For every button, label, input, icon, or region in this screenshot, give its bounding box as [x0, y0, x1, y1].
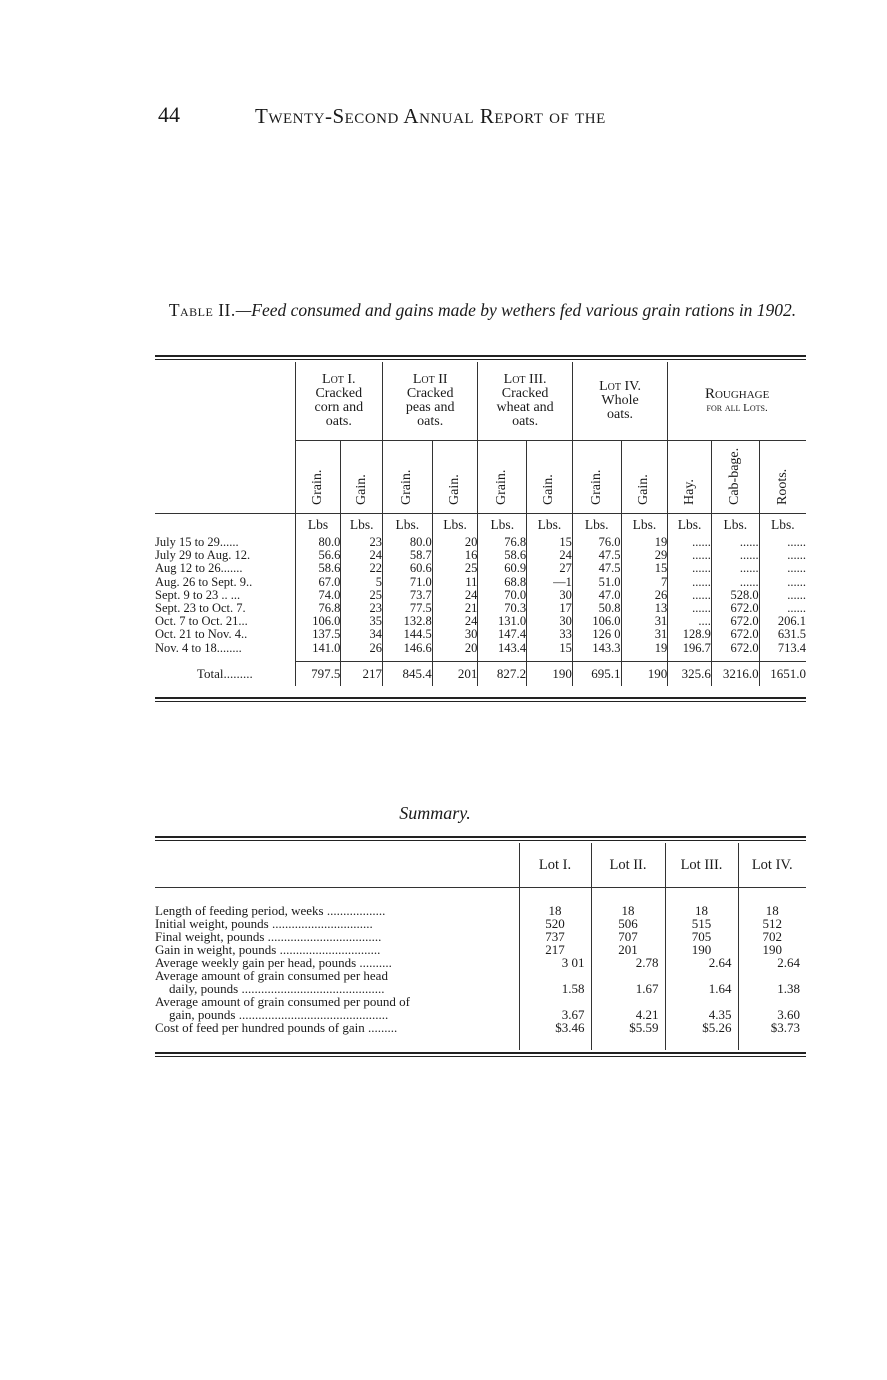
data-cell: 60.6 [382, 562, 432, 575]
group-desc: peas and [405, 400, 455, 415]
data-cell: 29 [621, 549, 668, 562]
data-cell: 147.4 [478, 628, 527, 641]
data-cell: 672.0 [711, 628, 759, 641]
summary-value: 2.64 [665, 956, 738, 969]
data-cell: 50.8 [572, 602, 621, 615]
unit-label: Lbs. [759, 514, 806, 537]
summary-value: $5.59 [591, 1021, 665, 1034]
data-cell: 25 [432, 562, 478, 575]
data-cell: 80.0 [382, 536, 432, 549]
data-cell: 70.3 [478, 602, 527, 615]
unit-label: Lbs. [668, 514, 712, 537]
data-cell: ...... [711, 549, 759, 562]
summary-value: 512 [738, 917, 806, 930]
group-desc: wheat and [496, 400, 554, 415]
summary-value: 190 [665, 943, 738, 956]
data-cell: ...... [668, 549, 712, 562]
total-cell: 190 [527, 661, 573, 686]
data-cell: 141.0 [295, 642, 341, 655]
summary-top-rule [155, 836, 806, 841]
data-cell: 47.5 [572, 549, 621, 562]
unit-label: Lbs. [478, 514, 527, 537]
summary-value: 2.78 [591, 956, 665, 969]
data-cell: 20 [432, 536, 478, 549]
summary-value: 18 [519, 904, 591, 917]
summary-value: 18 [665, 904, 738, 917]
subcolumn-header: Gain. [621, 441, 668, 514]
unit-label: Lbs. [711, 514, 759, 537]
summary-value: 18 [738, 904, 806, 917]
table-top-rule [155, 355, 806, 360]
data-cell: 146.6 [382, 642, 432, 655]
summary-value: 190 [738, 943, 806, 956]
data-cell: ...... [759, 602, 806, 615]
data-cell: ...... [759, 589, 806, 602]
data-cell: ...... [668, 536, 712, 549]
group-desc: oats. [417, 414, 444, 429]
total-cell: 827.2 [478, 661, 527, 686]
data-cell: ...... [668, 562, 712, 575]
unit-label: Lbs. [527, 514, 573, 537]
data-cell: 672.0 [711, 615, 759, 628]
row-label-header [155, 362, 295, 441]
data-cell: 35 [341, 615, 383, 628]
summary-column-header: Lot IV. [738, 843, 806, 888]
data-cell: 128.9 [668, 628, 712, 641]
subcolumn-header: Gain. [527, 441, 573, 514]
data-cell: 15 [621, 562, 668, 575]
data-cell: 30 [432, 628, 478, 641]
data-cell: 20 [432, 642, 478, 655]
data-cell: 76.8 [295, 602, 341, 615]
data-cell: 196.7 [668, 642, 712, 655]
total-cell: 201 [432, 661, 478, 686]
total-cell: 797.5 [295, 661, 341, 686]
data-cell: 11 [432, 576, 478, 589]
data-cell: 26 [341, 642, 383, 655]
data-cell: 60.9 [478, 562, 527, 575]
summary-value: 217 [519, 943, 591, 956]
data-cell: 528.0 [711, 589, 759, 602]
data-cell: 7 [621, 576, 668, 589]
group-desc: Cracked [406, 386, 454, 401]
total-cell: 1651.0 [759, 661, 806, 686]
total-label: Total......... [196, 665, 253, 681]
total-cell: 845.4 [382, 661, 432, 686]
summary-value: 702 [738, 930, 806, 943]
summary-label-line: Length of feeding period, weeks .................. [155, 903, 386, 918]
period-label: Oct. 7 to Oct. 21... [155, 614, 248, 629]
data-cell: 132.8 [382, 615, 432, 628]
period-label: Sept. 9 to 23 .. ... [155, 587, 241, 602]
data-cell: 25 [341, 589, 383, 602]
data-cell: 126 0 [572, 628, 621, 641]
subcolumn-header: Roots. [759, 441, 806, 514]
data-cell: 24 [432, 589, 478, 602]
data-cell: 31 [621, 628, 668, 641]
summary-column-header: Lot I. [519, 843, 591, 888]
data-cell: 33 [527, 628, 573, 641]
data-cell: ...... [759, 576, 806, 589]
summary-value: 1.64 [665, 969, 738, 995]
summary-label-line: Initial weight, pounds ............................... [155, 916, 373, 931]
summary-value: 201 [591, 943, 665, 956]
data-cell: 56.6 [295, 549, 341, 562]
subcolumn-header: Grain. [478, 441, 527, 514]
summary-label-header [155, 843, 519, 888]
summary-value: $3.73 [738, 1021, 806, 1034]
summary-label-line: Average weekly gain per head, pounds .......... [155, 955, 392, 970]
table-bottom-rule [155, 697, 806, 702]
data-cell: 672.0 [711, 642, 759, 655]
data-cell: 23 [341, 536, 383, 549]
summary-value: 520 [519, 917, 591, 930]
period-label: Oct. 21 to Nov. 4.. [155, 627, 248, 642]
data-cell: 15 [527, 536, 573, 549]
data-cell: 51.0 [572, 576, 621, 589]
summary-label-line: Average amount of grain consumed per pound of [155, 994, 410, 1009]
summary-value: 3 01 [519, 956, 591, 969]
subcolumn-header: Hay. [668, 441, 712, 514]
data-cell: 143.3 [572, 642, 621, 655]
group-title: Lot I. [322, 372, 356, 387]
data-cell: 24 [432, 615, 478, 628]
data-cell: 30 [527, 615, 573, 628]
group-header-lot-2 [382, 362, 477, 441]
data-cell: .... [668, 615, 712, 628]
table-label: Table II. [168, 300, 236, 320]
data-cell: 15 [527, 642, 573, 655]
unit-label: Lbs. [621, 514, 668, 537]
subcolumn-header: Gain. [432, 441, 478, 514]
data-cell: 77.5 [382, 602, 432, 615]
data-cell: 68.8 [478, 576, 527, 589]
group-title: Roughage [704, 386, 770, 402]
group-desc: Whole [601, 393, 639, 408]
data-cell: 713.4 [759, 642, 806, 655]
row-label-header [155, 441, 295, 514]
data-cell: 144.5 [382, 628, 432, 641]
subcolumn-header: Gain. [341, 441, 383, 514]
page-number: 44 [158, 102, 180, 127]
data-cell: 58.6 [478, 549, 527, 562]
group-title: Lot III. [503, 372, 547, 387]
data-cell: 22 [341, 562, 383, 575]
summary-label-line: Gain in weight, pounds ............................... [155, 942, 381, 957]
subcolumn-header: Grain. [572, 441, 621, 514]
data-cell: 47.5 [572, 562, 621, 575]
data-cell: 58.6 [295, 562, 341, 575]
summary-value: 705 [665, 930, 738, 943]
unit-label: Lbs. [341, 514, 383, 537]
summary-value: 4.35 [665, 995, 738, 1021]
group-desc: oats. [325, 414, 352, 429]
summary-label-line: gain, pounds .............................................. [169, 1007, 389, 1022]
data-cell: 80.0 [295, 536, 341, 549]
subcolumn-header: Cab-bage. [711, 441, 759, 514]
summary-title: Summary. [399, 803, 471, 823]
summary-row [155, 969, 806, 995]
data-cell: 16 [432, 549, 478, 562]
summary-bottom-rule [155, 1052, 806, 1057]
summary-row-label [155, 995, 519, 1021]
data-cell: ...... [668, 589, 712, 602]
data-cell: 24 [341, 549, 383, 562]
data-cell: 26 [621, 589, 668, 602]
summary-value: 3.60 [738, 995, 806, 1021]
data-cell: ...... [711, 562, 759, 575]
period-label: Aug 12 to 26....... [155, 561, 243, 576]
data-cell: 206.1 [759, 615, 806, 628]
summary-value: 3.67 [519, 995, 591, 1021]
unit-label: Lbs. [382, 514, 432, 537]
data-cell: ...... [711, 536, 759, 549]
total-row [155, 661, 806, 686]
group-header-lot-3 [478, 362, 572, 441]
period-label: Nov. 4 to 18........ [155, 640, 242, 655]
data-cell: 73.7 [382, 589, 432, 602]
summary-row-label [155, 969, 519, 995]
summary-column-header: Lot III. [665, 843, 738, 888]
total-cell: 695.1 [572, 661, 621, 686]
data-cell: 19 [621, 536, 668, 549]
data-cell: 70.0 [478, 589, 527, 602]
group-title: Lot II [412, 372, 448, 387]
data-cell: 31 [621, 615, 668, 628]
data-cell: 131.0 [478, 615, 527, 628]
subcolumn-header: Grain. [382, 441, 432, 514]
feed-table [155, 362, 806, 686]
data-cell: 13 [621, 602, 668, 615]
total-cell: 190 [621, 661, 668, 686]
summary-row [155, 995, 806, 1021]
group-desc: for all Lots. [706, 402, 768, 414]
data-cell: 137.5 [295, 628, 341, 641]
period-label: July 15 to 29...... [155, 535, 239, 549]
table-row [155, 562, 806, 575]
data-cell: 631.5 [759, 628, 806, 641]
summary-value: 4.21 [591, 995, 665, 1021]
data-cell: 17 [527, 602, 573, 615]
summary-value: 1.58 [519, 969, 591, 995]
data-cell: ...... [668, 602, 712, 615]
summary-value: 1.38 [738, 969, 806, 995]
subcolumn-header: Grain. [295, 441, 341, 514]
data-cell: 47.0 [572, 589, 621, 602]
data-cell: 21 [432, 602, 478, 615]
unit-label: Lbs. [572, 514, 621, 537]
period-label: July 29 to Aug. 12. [155, 548, 251, 563]
data-cell: 58.7 [382, 549, 432, 562]
table-row [155, 642, 806, 655]
group-desc: Cracked [501, 386, 549, 401]
data-cell: 106.0 [572, 615, 621, 628]
unit-label: Lbs. [432, 514, 478, 537]
data-cell: 76.0 [572, 536, 621, 549]
data-cell: 67.0 [295, 576, 341, 589]
row-label-header [155, 514, 295, 537]
table-caption-text: —Feed consumed and gains made by wethers fed various grain rations in 1902. [235, 300, 797, 320]
summary-value: 2.64 [738, 956, 806, 969]
data-cell: ...... [759, 562, 806, 575]
group-header-roughage [668, 362, 806, 441]
data-cell: 34 [341, 628, 383, 641]
summary-value: 1.67 [591, 969, 665, 995]
data-cell: 30 [527, 589, 573, 602]
table-caption [150, 298, 815, 322]
summary-label-line: daily, pounds ............................................ [169, 981, 385, 996]
data-cell: ...... [759, 549, 806, 562]
group-header-lot-4 [572, 362, 667, 441]
summary-value: $3.46 [519, 1021, 591, 1034]
group-header-lot-1 [295, 362, 382, 441]
data-cell: 24 [527, 549, 573, 562]
group-title: Lot IV. [599, 379, 641, 394]
running-title: Twenty-Second Annual Report of the [255, 104, 606, 128]
data-cell: 106.0 [295, 615, 341, 628]
total-cell: 3216.0 [711, 661, 759, 686]
group-desc: oats. [512, 414, 539, 429]
summary-label-line: Average amount of grain consumed per head [155, 968, 388, 983]
summary-value: 18 [591, 904, 665, 917]
summary-table [155, 843, 806, 1050]
data-cell: 672.0 [711, 602, 759, 615]
summary-value: 707 [591, 930, 665, 943]
summary-label-line: Cost of feed per hundred pounds of gain ......... [155, 1020, 398, 1035]
group-desc: corn and [314, 400, 364, 415]
total-cell: 325.6 [668, 661, 712, 686]
period-label: Sept. 23 to Oct. 7. [155, 601, 246, 616]
total-cell: 217 [341, 661, 383, 686]
data-cell: 74.0 [295, 589, 341, 602]
data-cell: —1 [527, 576, 573, 589]
data-cell: 71.0 [382, 576, 432, 589]
data-cell: ...... [759, 536, 806, 549]
data-cell: 76.8 [478, 536, 527, 549]
data-cell: ...... [668, 576, 712, 589]
table-row [155, 628, 806, 641]
data-cell: 23 [341, 602, 383, 615]
summary-row [155, 1021, 806, 1034]
data-cell: 27 [527, 562, 573, 575]
data-cell: 5 [341, 576, 383, 589]
data-cell: 19 [621, 642, 668, 655]
summary-label-line: Final weight, pounds ................................... [155, 929, 382, 944]
data-cell: 143.4 [478, 642, 527, 655]
unit-label: Lbs [295, 514, 341, 537]
group-desc: oats. [607, 407, 634, 422]
summary-value: $5.26 [665, 1021, 738, 1034]
period-label: Aug. 26 to Sept. 9.. [155, 574, 253, 589]
summary-column-header: Lot II. [591, 843, 665, 888]
group-desc: Cracked [315, 386, 363, 401]
summary-value: 737 [519, 930, 591, 943]
summary-value: 506 [591, 917, 665, 930]
summary-value: 515 [665, 917, 738, 930]
data-cell: ...... [711, 576, 759, 589]
table-row [155, 576, 806, 589]
summary-row-label [155, 1021, 519, 1034]
